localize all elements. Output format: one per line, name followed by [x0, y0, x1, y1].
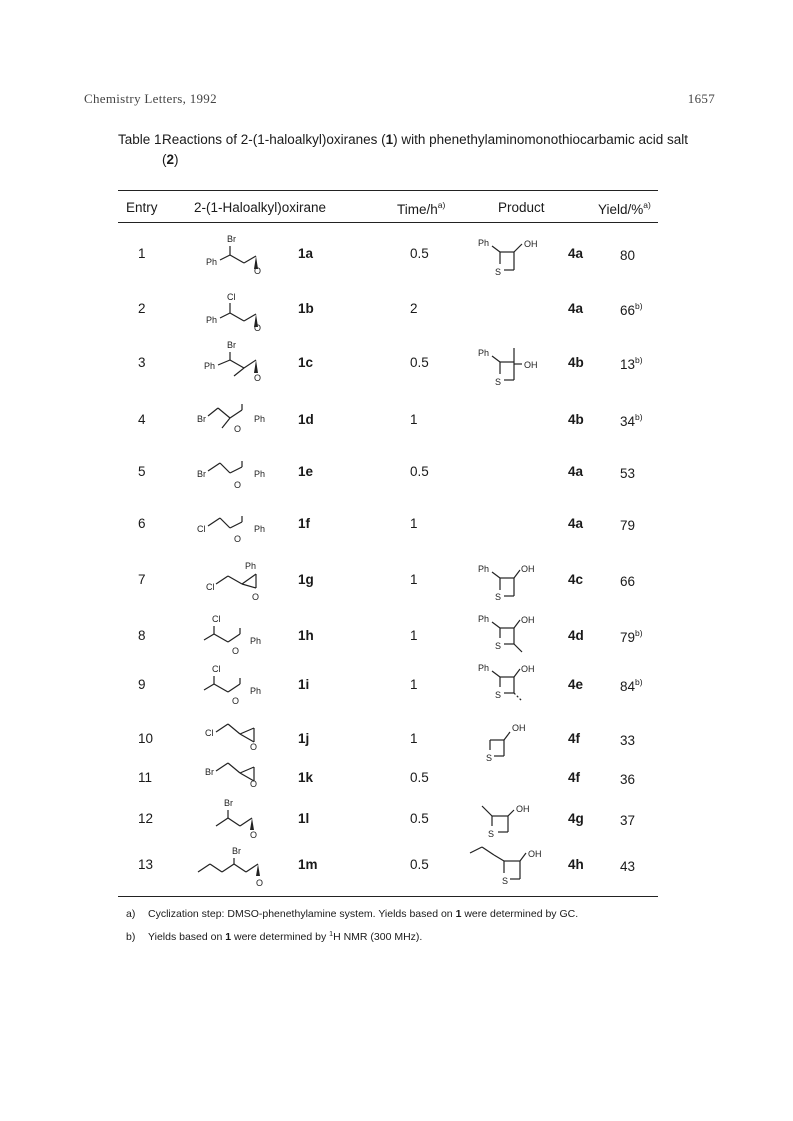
- cell-yield: 53: [620, 466, 636, 481]
- cell-compound: 1h: [298, 628, 314, 643]
- svg-text:Cl: Cl: [212, 614, 221, 624]
- cell-time: 1: [410, 731, 418, 746]
- structure-1f: [196, 508, 276, 544]
- cell-yield: 34$^{b)}$: [620, 412, 643, 429]
- cell-entry: 6: [138, 516, 146, 531]
- svg-text:O: O: [254, 373, 262, 383]
- svg-text:Br: Br: [227, 340, 236, 350]
- svg-text:OH: OH: [524, 360, 538, 370]
- cell-compound: 1b: [298, 301, 314, 316]
- svg-text:O: O: [254, 323, 262, 333]
- svg-text:Ph: Ph: [478, 614, 490, 624]
- structure-1k: [204, 757, 274, 789]
- cell-yield: 84$^{b)}$: [620, 677, 643, 694]
- svg-text:O: O: [232, 696, 240, 706]
- structure-1b: [200, 288, 270, 332]
- svg-text:S: S: [486, 753, 493, 763]
- svg-text:OH: OH: [512, 723, 526, 733]
- cell-product: 4c: [568, 572, 584, 587]
- cell-compound: 1d: [298, 412, 314, 427]
- cell-product: 4a: [568, 301, 584, 316]
- svg-text:Ph: Ph: [254, 524, 266, 534]
- footnote-a: a) Cyclization step: DMSO-phenethylamine system. Yields based on 1 were determined by GC.: [126, 908, 579, 920]
- cell-compound: 1m: [298, 857, 318, 872]
- cell-product: 4f: [568, 770, 581, 785]
- svg-text:O: O: [234, 480, 242, 490]
- structure-1c: [200, 338, 270, 384]
- table-header-rule: [118, 222, 658, 223]
- svg-text:Ph: Ph: [245, 561, 257, 571]
- structure-1j: [204, 720, 274, 752]
- cell-yield: 36: [620, 772, 636, 787]
- cell-compound: 1a: [298, 246, 314, 261]
- structure-1g: [204, 560, 274, 604]
- col-header-time: Time/$h^{a)}$: [397, 200, 446, 217]
- cell-time: 2: [410, 301, 418, 316]
- cell-time: 1: [410, 628, 418, 643]
- cell-entry: 2: [138, 301, 146, 316]
- svg-text:Cl: Cl: [206, 582, 215, 592]
- svg-text:S: S: [488, 829, 495, 839]
- svg-text:Cl: Cl: [205, 728, 214, 738]
- cell-entry: 5: [138, 464, 146, 479]
- cell-entry: 3: [138, 355, 146, 370]
- svg-text:Ph: Ph: [254, 414, 266, 424]
- table-title: Reactions of 2-(1-haloalkyl)oxiranes (1) with phenethylaminomonothiocarbamic acid salt (2): [162, 132, 689, 167]
- svg-text:S: S: [502, 876, 509, 886]
- cell-yield: 66: [620, 574, 636, 589]
- cell-entry: 10: [138, 731, 154, 746]
- structure-4c: [478, 562, 548, 608]
- svg-text:S: S: [495, 690, 502, 700]
- structure-4f: [484, 720, 544, 766]
- svg-text:O: O: [232, 646, 240, 656]
- svg-text:OH: OH: [521, 615, 535, 625]
- svg-text:S: S: [495, 641, 502, 651]
- structure-1i: [196, 662, 276, 708]
- cell-product: 4h: [568, 857, 584, 872]
- structure-4a: [478, 236, 548, 282]
- structure-1l: [210, 796, 270, 840]
- cell-time: 1: [410, 572, 418, 587]
- cell-product: 4a: [568, 246, 584, 261]
- svg-text:Ph: Ph: [206, 315, 218, 325]
- cell-time: 1: [410, 412, 418, 427]
- svg-text:OH: OH: [528, 849, 542, 859]
- svg-text:O: O: [234, 424, 242, 434]
- structure-1e: [196, 455, 276, 491]
- cell-product: 4a: [568, 516, 584, 531]
- svg-text:Ph: Ph: [478, 348, 490, 358]
- structure-4g: [478, 800, 548, 846]
- table-bottom-rule: [118, 896, 658, 897]
- structure-1a: [200, 232, 270, 276]
- svg-text:S: S: [495, 592, 502, 602]
- structure-1h: [196, 612, 276, 658]
- svg-text:Ph: Ph: [204, 361, 216, 371]
- page-number: 1657: [687, 91, 715, 106]
- cell-time: 0.5: [410, 246, 429, 261]
- svg-text:Cl: Cl: [197, 524, 206, 534]
- svg-text:Br: Br: [227, 234, 236, 244]
- cell-yield: 37: [620, 813, 636, 828]
- svg-text:O: O: [256, 878, 264, 888]
- cell-yield: 13$^{b)}$: [620, 355, 643, 372]
- cell-product: 4f: [568, 731, 581, 746]
- table-top-rule: [118, 190, 658, 191]
- cell-product: 4e: [568, 677, 584, 692]
- svg-text:Br: Br: [232, 846, 241, 856]
- col-header-product: Product: [498, 200, 545, 215]
- structure-4d: [478, 612, 548, 658]
- cell-yield: 43: [620, 859, 636, 874]
- journal-header: Chemistry Letters, 1992: [84, 91, 217, 106]
- svg-text:Ph: Ph: [250, 686, 262, 696]
- structure-4h: [468, 843, 548, 889]
- cell-time: 1: [410, 516, 418, 531]
- svg-text:OH: OH: [516, 804, 530, 814]
- svg-text:Ph: Ph: [250, 636, 262, 646]
- svg-text:OH: OH: [524, 239, 538, 249]
- svg-text:OH: OH: [521, 664, 535, 674]
- cell-entry: 1: [138, 246, 146, 261]
- cell-product: 4g: [568, 811, 584, 826]
- cell-yield: 33: [620, 733, 636, 748]
- svg-text:O: O: [254, 266, 262, 276]
- cell-compound: 1l: [298, 811, 310, 826]
- svg-text:OH: OH: [521, 564, 535, 574]
- cell-entry: 7: [138, 572, 146, 587]
- cell-product: 4b: [568, 412, 584, 427]
- cell-yield: 80: [620, 248, 636, 263]
- cell-entry: 9: [138, 677, 146, 692]
- cell-compound: 1g: [298, 572, 314, 587]
- svg-text:S: S: [495, 377, 502, 387]
- structure-4e: [478, 661, 548, 707]
- col-header-yield: Yield/%$^{a)}$: [598, 200, 651, 217]
- cell-yield: 79: [620, 518, 636, 533]
- svg-text:S: S: [495, 267, 502, 277]
- svg-text:Br: Br: [197, 414, 206, 424]
- svg-text:Br: Br: [197, 469, 206, 479]
- structure-1m: [194, 844, 274, 890]
- svg-text:O: O: [250, 779, 258, 789]
- cell-compound: 1k: [298, 770, 314, 785]
- cell-compound: 1c: [298, 355, 314, 370]
- cell-entry: 11: [138, 770, 153, 785]
- svg-text:Ph: Ph: [206, 257, 218, 267]
- svg-text:Br: Br: [224, 798, 233, 808]
- svg-text:Cl: Cl: [227, 292, 236, 302]
- structure-4b: [478, 344, 548, 390]
- svg-text:Cl: Cl: [212, 664, 221, 674]
- cell-entry: 12: [138, 811, 154, 826]
- cell-compound: 1e: [298, 464, 314, 479]
- cell-yield: 79$^{b)}$: [620, 628, 643, 645]
- svg-text:Br: Br: [205, 767, 214, 777]
- svg-text:Ph: Ph: [254, 469, 266, 479]
- cell-product: 4a: [568, 464, 584, 479]
- svg-text:O: O: [250, 830, 258, 840]
- footnote-b: b) Yields based on 1 were determined by $^1$H NMR (300 MHz).: [126, 931, 423, 943]
- svg-text:Ph: Ph: [478, 564, 490, 574]
- cell-time: 0.5: [410, 464, 429, 479]
- table-label: Table 1.: [118, 132, 166, 147]
- cell-entry: 13: [138, 857, 154, 872]
- cell-time: 0.5: [410, 770, 429, 785]
- cell-time: 0.5: [410, 355, 429, 370]
- cell-product: 4d: [568, 628, 584, 643]
- cell-compound: 1j: [298, 731, 310, 746]
- svg-text:O: O: [252, 592, 260, 602]
- cell-compound: 1f: [298, 516, 311, 531]
- col-header-entry: Entry: [126, 200, 158, 215]
- svg-text:Ph: Ph: [478, 663, 490, 673]
- cell-time: 1: [410, 677, 418, 692]
- svg-text:O: O: [234, 534, 242, 544]
- cell-time: 0.5: [410, 811, 429, 826]
- cell-yield: 66$^{b)}$: [620, 301, 643, 318]
- cell-time: 0.5: [410, 857, 429, 872]
- svg-text:O: O: [250, 742, 258, 752]
- cell-product: 4b: [568, 355, 584, 370]
- svg-text:Ph: Ph: [478, 238, 490, 248]
- col-header-oxirane: 2-(1-Haloalkyl)oxirane: [194, 200, 327, 215]
- cell-entry: 8: [138, 628, 146, 643]
- structure-1d: [196, 400, 276, 436]
- cell-entry: 4: [138, 412, 146, 427]
- cell-compound: 1i: [298, 677, 310, 692]
